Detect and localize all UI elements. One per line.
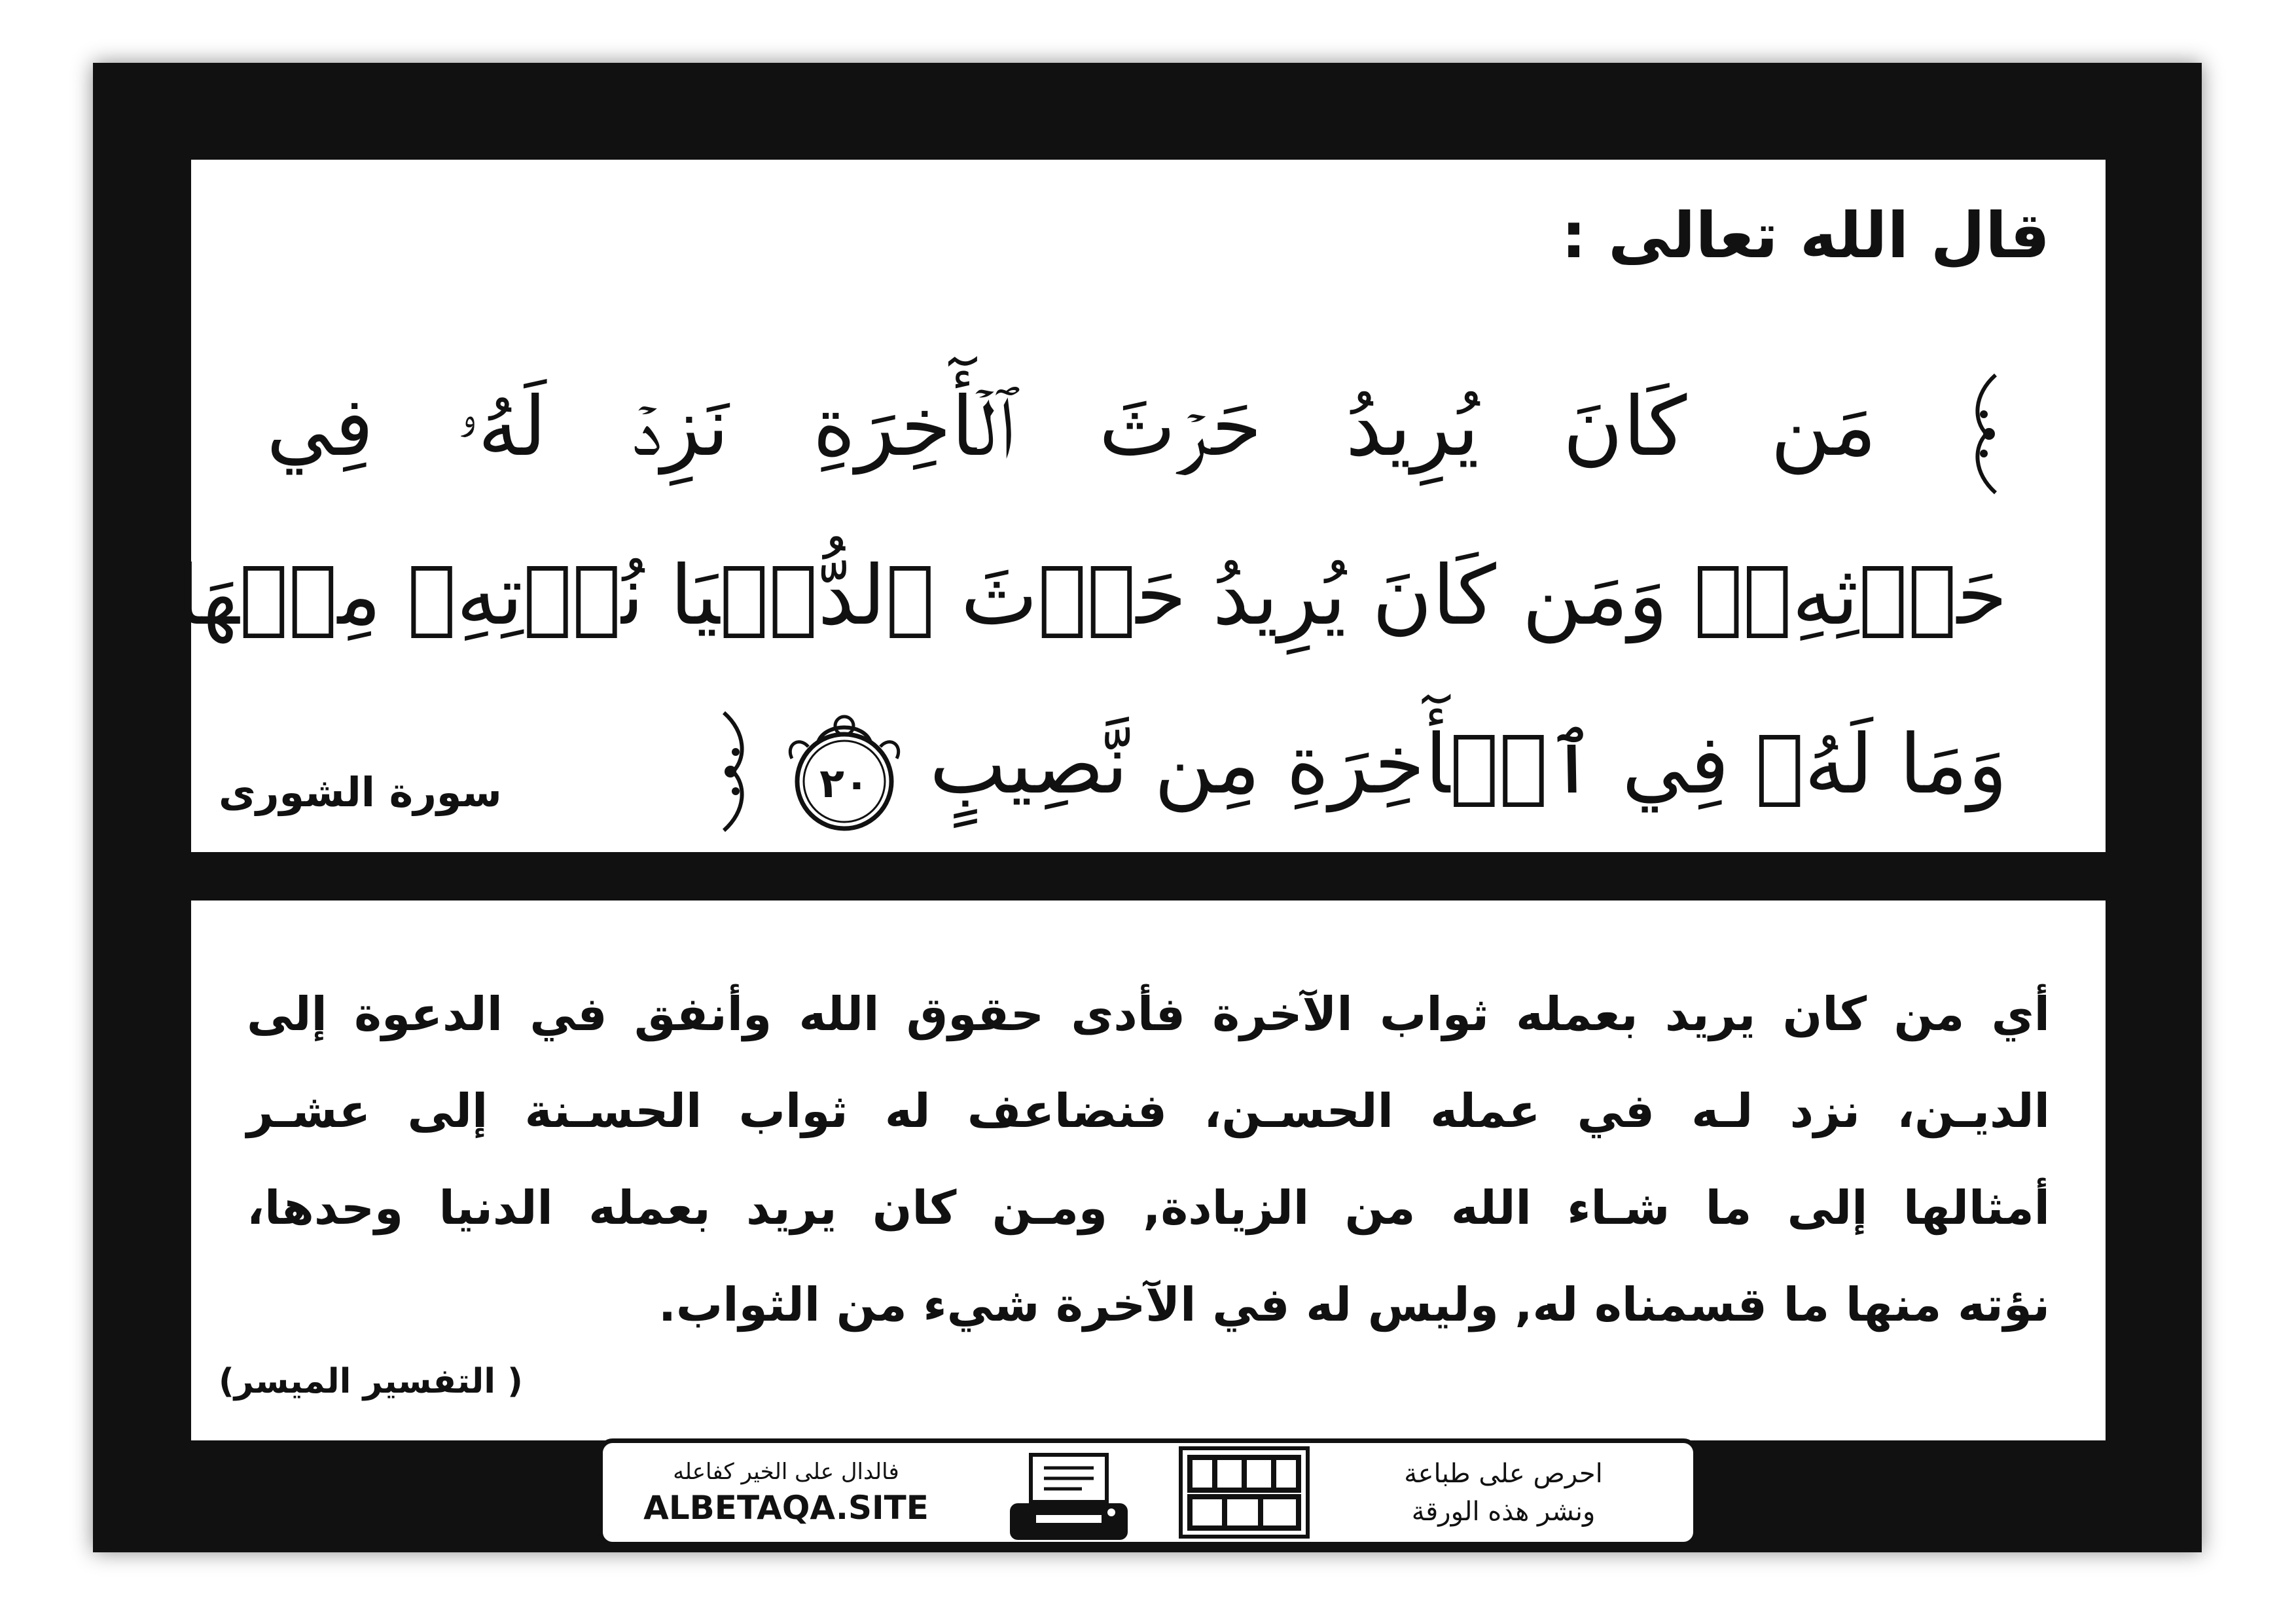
verse-line-1: مَن كَانَ يُرِيدُ حَرۡثَ ٱلۡأٓخِرَةِ نَزِدۡ لَهُۥ فِي	[266, 343, 2007, 512]
printer-icon	[1003, 1450, 1134, 1548]
verse-line-2: حَرۡثِهِۦۖ وَمَن كَانَ يُرِيدُ حَرۡثَ ٱلدُّنۡيَا نُؤۡتِهِۦ مِنۡهَا	[176, 548, 2007, 643]
verse-text	[176, 343, 2007, 849]
footer-site-block	[622, 1443, 950, 1542]
tafsir-line-1: أي من كان يريد بعمله ثواب الآخرة فأدى حقوق الله وأنفق في الدعوة إلى	[247, 987, 2050, 1041]
logo-icon	[1175, 1443, 1313, 1542]
tafsir-line-2: الديـن، نزد لـه في عمله الحسـن، فنضاعف له ثواب الحسـنة إلى عشـر	[247, 1084, 2050, 1138]
footer-cta-line-1: احرص على طباعة	[1404, 1458, 1603, 1489]
footer-cta-block	[1333, 1443, 1674, 1542]
verse-card	[176, 160, 2106, 852]
tafsir-line-3: أمثالها إلى ما شـاء الله من الزيادة, ومـن كان يريد بعمله الدنيا وحدها،	[247, 1181, 2050, 1235]
tafsir-text	[247, 966, 2050, 1353]
tafsir-line-4: نؤته منها ما قسمناه له, وليس له في الآخرة شيء من الثواب.	[658, 1277, 2050, 1332]
verse-heading: قال الله تعالى :	[1561, 199, 2050, 272]
ornate-bracket-left-icon	[712, 706, 759, 837]
ornate-bracket-right-icon	[1960, 368, 2007, 499]
footer-slogan: فالدال على الخير كفاعله	[673, 1458, 899, 1485]
site-link[interactable]: ALBETAQA.SITE	[643, 1488, 929, 1527]
footer-cta-line-2: ونشر هذه الورقة	[1411, 1496, 1596, 1527]
tafsir-card	[191, 901, 2106, 1440]
footer-bar	[598, 1438, 1698, 1546]
verse-line-3: وَمَا لَهُۥ فِي ٱلۡأٓخِرَةِ مِن نَّصِيبٍ ٢٠	[266, 681, 2007, 849]
surah-name: سورة الشورى	[219, 768, 502, 816]
ayah-number-marker: ٢٠	[772, 706, 916, 837]
tafsir-source: ( التفسير الميسر)	[219, 1362, 523, 1401]
